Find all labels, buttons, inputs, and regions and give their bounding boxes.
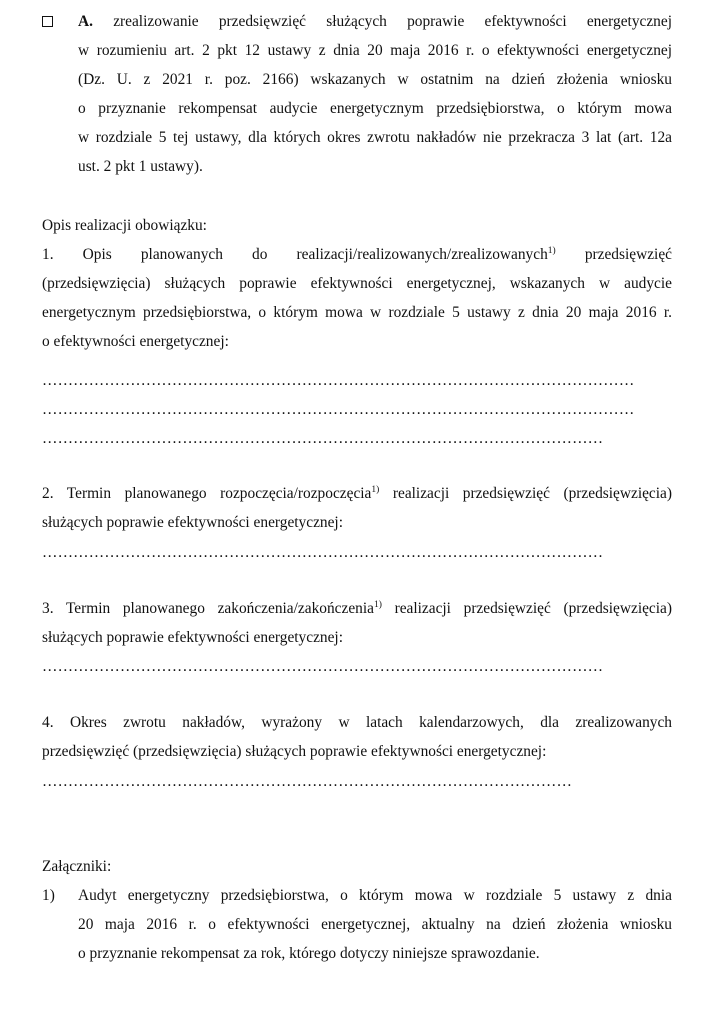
item-4-line-2: przedsięwzięć (przedsięwzięcia) służących poprawie efektywności energetycznej: [42, 743, 547, 760]
section-a-text: zrealizowanie przedsięwzięć służących poprawie efektywności energetycznej [113, 13, 672, 30]
section-a-line-5: w rozdziale 5 tej ustawy, dla których okres zwrotu nakładów nie przekracza 3 lat (art. 12a [78, 129, 672, 146]
item-1-fill-line-1[interactable]: …………………………………………………………………………………………………… [42, 372, 635, 389]
section-a-line-4: o przyznanie rekompensat audycie energetycznym przedsiębiorstwa, o którym mowa [78, 100, 672, 117]
item-3-footnote: 1) [373, 600, 382, 610]
item-3-fill-line[interactable]: ……………………………………………………………………………………………… [42, 658, 604, 675]
item-1-line-4: o efektywności energetycznej: [42, 333, 229, 350]
item-1-fill-line-2[interactable]: …………………………………………………………………………………………………… [42, 401, 635, 418]
item-2-line-2: służących poprawie efektywności energetycznej: [42, 514, 343, 531]
item-3-text-a: 3. Termin planowanego zakończenia/zakończenia [42, 600, 374, 617]
item-2-footnote: 1) [371, 485, 380, 495]
section-a-line-1 [78, 7, 672, 36]
item-1-text-a: 1. Opis planowanych do realizacji/realizowanych/zrealizowanych [42, 246, 548, 263]
section-a-line-6: ust. 2 pkt 1 ustawy). [78, 158, 203, 175]
section-a-label: A. [78, 13, 93, 30]
opis-heading: Opis realizacji obowiązku: [42, 217, 207, 234]
item-3-line-1 [42, 594, 672, 623]
item-2-text-b: realizacji przedsięwzięć (przedsięwzięcia) [392, 485, 672, 502]
section-a-line-2: w rozumieniu art. 2 pkt 12 ustawy z dnia 20 maja 2016 r. o efektywności energetycznej [78, 42, 672, 59]
attachment-1-line-3: o przyznanie rekompensat za rok, którego dotyczy niniejsze sprawozdanie. [78, 945, 540, 962]
item-2-line-1 [42, 479, 672, 508]
attachments-heading: Załączniki: [42, 858, 112, 875]
section-a-line-3: (Dz. U. z 2021 r. poz. 2166) wskazanych w ostatnim na dzień złożenia wniosku [78, 71, 672, 88]
attachment-1-line-2: 20 maja 2016 r. o efektywności energetycznej, aktualny na dzień złożenia wniosku [78, 916, 672, 933]
attachment-1-marker: 1) [42, 887, 55, 904]
item-1-line-2: (przedsięwzięcia) służących poprawie efektywności energetycznej, wskazanych w audycie [42, 275, 672, 292]
section-a-checkbox[interactable] [42, 16, 53, 27]
item-1-line-3: energetycznym przedsiębiorstwa, o którym mowa w rozdziale 5 ustawy z dnia 20 maja 2016 r. [42, 304, 672, 321]
item-4-line-1: 4. Okres zwrotu nakładów, wyrażony w latach kalendarzowych, dla zrealizowanych [42, 714, 672, 731]
item-3-text-b: realizacji przedsięwzięć (przedsięwzięcia) [394, 600, 672, 617]
item-2-text-a: 2. Termin planowanego rozpoczęcia/rozpoczęcia [42, 485, 372, 502]
item-1-fill-line-3[interactable]: ……………………………………………………………………………………………… [42, 430, 604, 447]
item-3-line-2: służących poprawie efektywności energetycznej: [42, 629, 343, 646]
item-4-fill-line[interactable]: ………………………………………………………………………………………… [42, 773, 573, 790]
attachment-1-line-1: Audyt energetyczny przedsiębiorstwa, o którym mowa w rozdziale 5 ustawy z dnia [78, 887, 672, 904]
item-1-footnote: 1) [547, 246, 556, 256]
item-1-line-1 [42, 240, 672, 269]
item-2-fill-line[interactable]: ……………………………………………………………………………………………… [42, 544, 604, 561]
item-1-text-b: przedsięwzięć [584, 246, 672, 263]
